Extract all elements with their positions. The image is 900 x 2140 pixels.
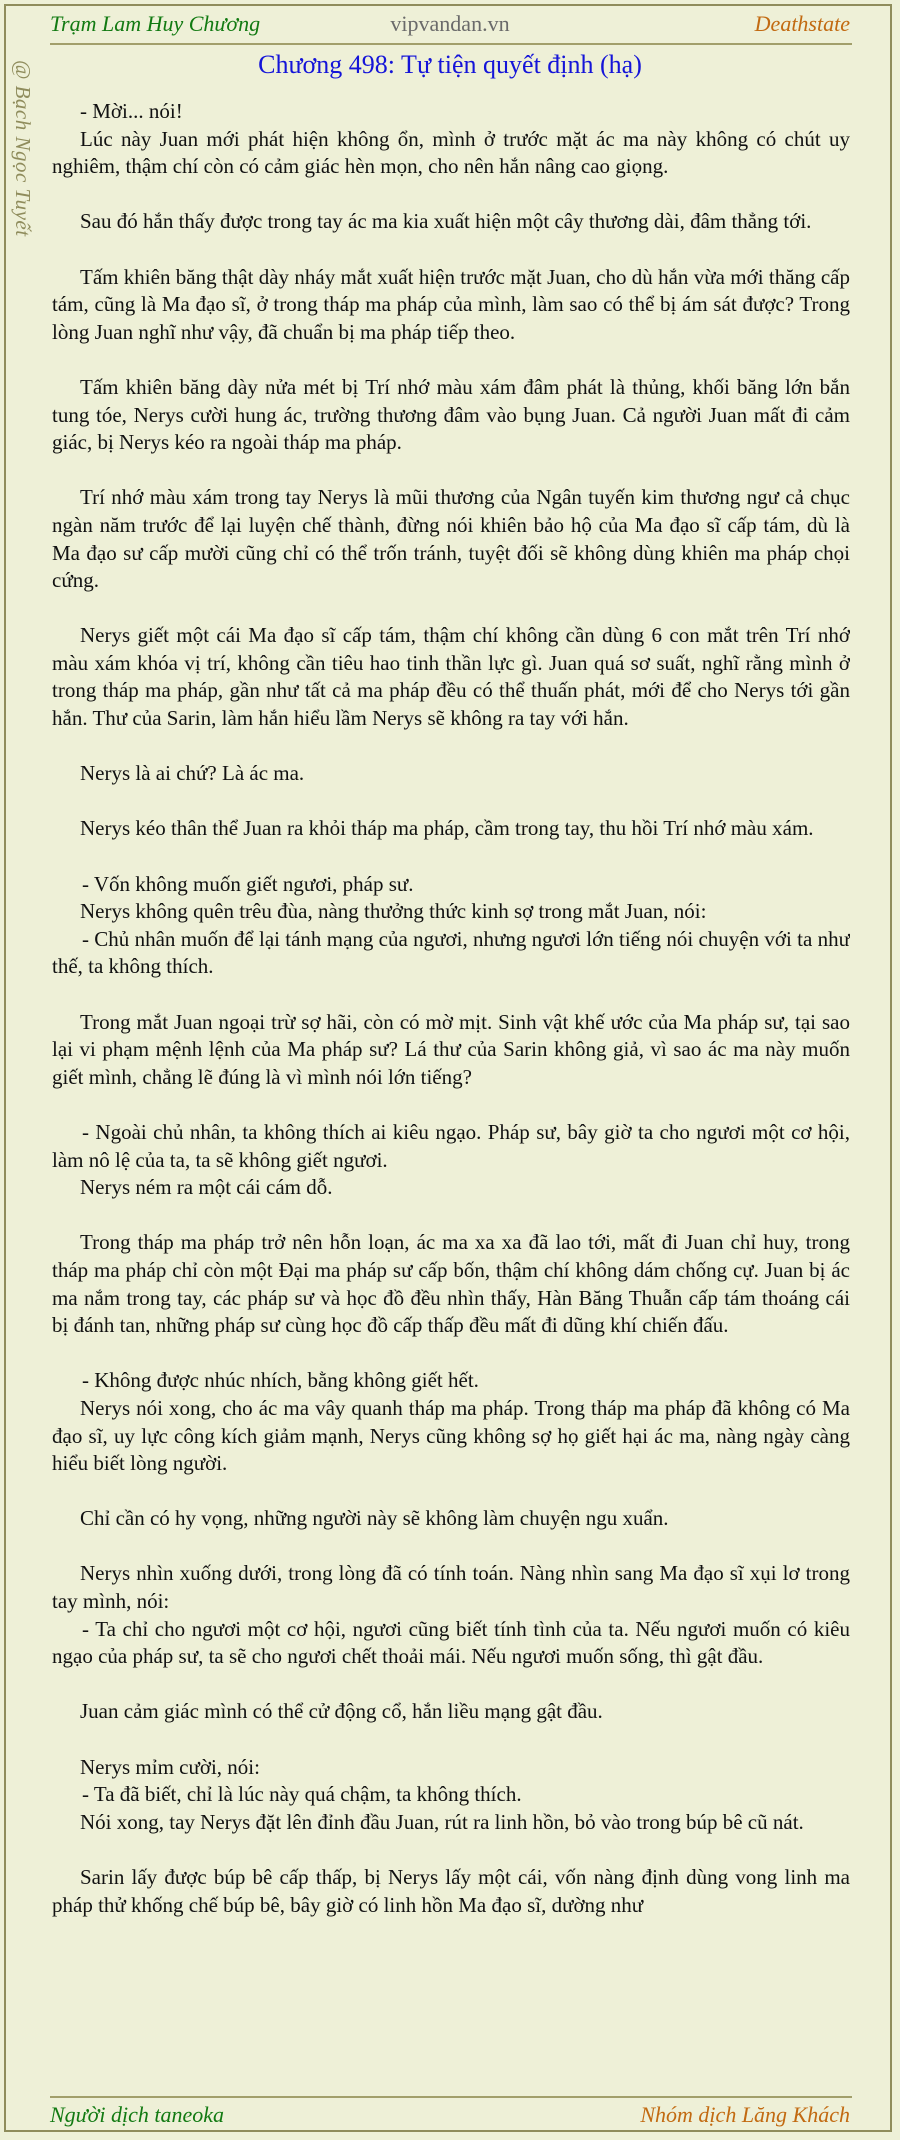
dialogue-line: - Chủ nhân muốn để lại tánh mạng của ngươi, nhưng ngươi lớn tiếng nói chuyện với ta như thế, ta không thích. xyxy=(52,926,850,979)
dialogue-line: - Ta đã biết, chỉ là lúc này quá chậm, ta không thích. xyxy=(82,1782,522,1807)
paragraph: Tấm khiên băng thật dày nháy mắt xuất hiện trước mặt Juan, cho dù hắn vừa mới thăng cấp tám, cũng là Ma đạo sĩ, ở trong tháp ma pháp của mình, làm sao có thể bị ám sát được? Trong lòng Juan nghĩ như vậy, đã chuẩn bị ma pháp tiếp theo. xyxy=(52,264,850,344)
paragraph: Nerys không quên trêu đùa, nàng thưởng thức kinh sợ trong mắt Juan, nói: xyxy=(80,899,707,924)
paragraph: Nerys giết một cái Ma đạo sĩ cấp tám, thậm chí không cần dùng 6 con mắt trên Trí nhớ màu xám khóa vị trí, không cần tiêu hao tinh thần lực gì. Juan quá sơ suất, nghĩ rằng mình ở trong tháp ma pháp, gần như tất cả ma pháp đều có thể thuấn phát, mới để cho Nerys tới gần hắn. Thư của Sarin, làm hắn hiểu lầm Nerys sẽ không ra tay với hắn. xyxy=(52,623,850,731)
paragraph: Trong mắt Juan ngoại trừ sợ hãi, còn có mờ mịt. Sinh vật khế ước của Ma pháp sư, tại sao lại vi phạm mệnh lệnh của Ma pháp sư? Lá thư của Sarin không giả, vì sao ác ma này muốn giết mình, chẳng lẽ đúng là vì mình nói lớn tiếng? xyxy=(52,1009,850,1089)
dialogue-line: - Ta chỉ cho ngươi một cơ hội, ngươi cũng biết tính tình của ta. Nếu ngươi muốn có kiêu ngạo của pháp sư, ta sẽ cho ngươi chết thoải mái. Nếu ngươi muốn sống, thì gật đầu. xyxy=(52,1616,850,1669)
paragraph: Trong tháp ma pháp trở nên hỗn loạn, ác ma xa xa đã lao tới, mất đi Juan chỉ huy, trong tháp ma pháp chỉ còn một Đại ma pháp sư cấp bốn, thậm chí không dám chống cự. Juan bị ác ma nắm trong tay, các pháp sư và học đồ đều nhìn thấy, Hàn Băng Thuẫn cấp tám thoáng cái bị đánh tan, những pháp sư cùng học đồ cấp thấp đều mất đi dũng khí chiến đấu. xyxy=(52,1230,850,1338)
header-url: vipvandan.vn xyxy=(390,11,510,36)
paragraph: Tấm khiên băng dày nửa mét bị Trí nhớ màu xám đâm phát là thủng, khối băng lớn bắn tung tóe, Nerys cười hung ác, trường thương đâm vào bụng Juan. Cả người Juan mất đi cảm giác, bị Nerys kéo ra ngoài tháp ma pháp. xyxy=(52,374,850,455)
paragraph: Nerys là ai chứ? Là ác ma. xyxy=(80,761,305,786)
chapter-body xyxy=(52,98,850,2093)
paragraph: Juan cảm giác mình có thể cử động cổ, hắn liều mạng gật đầu. xyxy=(80,1699,603,1724)
page-footer xyxy=(50,2100,850,2130)
paragraph: Chỉ cần có hy vọng, những người này sẽ không làm chuyện ngu xuẩn. xyxy=(80,1506,669,1531)
paragraph: - Mời... nói! xyxy=(80,99,183,123)
chapter-title: Chương 498: Tự tiện quyết định (hạ) xyxy=(258,50,642,79)
paragraph: Lúc này Juan mới phát hiện không ổn, mình ở trước mặt ác ma này không có chút uy nghiêm, thậm chí còn có cảm giác hèn mọn, cho nên hắn nâng cao giọng. xyxy=(52,126,850,179)
paragraph: Trí nhớ màu xám trong tay Nerys là mũi thương của Ngân tuyến kim thương ngư cả chục ngàn năm trước để lại luyện chế thành, đừng nói khiên bảo hộ của Ma đạo sĩ cấp tám, dù là Ma đạo sư cấp mười cũng chỉ có thể trốn tránh, tuyệt đối sẽ không dùng khiên ma pháp chọi cứng. xyxy=(52,485,850,593)
paragraph: Sarin lấy được búp bê cấp thấp, bị Nerys lấy một cái, vốn nàng định dùng vong linh ma pháp thử khống chế búp bê, bây giờ có linh hồn Ma đạo sĩ, dường như xyxy=(52,1865,850,1917)
paragraph: Nerys nói xong, cho ác ma vây quanh tháp ma pháp. Trong tháp ma pháp đã không có Ma đạo sĩ, uy lực công kích giảm mạnh, Nerys cũng không sợ họ giết hại ác ma, nàng ngày càng hiểu biết lòng người. xyxy=(52,1395,850,1476)
paragraph: Sau đó hắn thấy được trong tay ác ma kia xuất hiện một cây thương dài, đâm thẳng tới. xyxy=(80,209,812,234)
dialogue-line: - Không được nhúc nhích, bằng không giết hết. xyxy=(82,1368,479,1393)
dialogue-line: - Vốn không muốn giết ngươi, pháp sư. xyxy=(82,871,414,896)
page-header xyxy=(50,8,850,40)
footer-translator: Người dịch taneoka xyxy=(50,2102,225,2127)
footer-divider xyxy=(50,2096,852,2098)
watermark-credit: @ Bạch Ngọc Tuyết xyxy=(11,60,35,237)
paragraph: Nerys mỉm cười, nói: xyxy=(80,1754,260,1779)
paragraph: Nói xong, tay Nerys đặt lên đỉnh đầu Juan, rút ra linh hồn, bỏ vào trong búp bê cũ nát. xyxy=(80,1809,804,1834)
paragraph: Nerys ném ra một cái cám dỗ. xyxy=(80,1175,333,1200)
header-divider xyxy=(50,43,852,45)
paragraph: Nerys kéo thân thể Juan ra khỏi tháp ma pháp, cầm trong tay, thu hồi Trí nhớ màu xám. xyxy=(80,816,814,841)
paragraph: Nerys nhìn xuống dưới, trong lòng đã có tính toán. Nàng nhìn sang Ma đạo sĩ xụi lơ trong tay mình, nói: xyxy=(52,1561,850,1614)
header-site-name: Trạm Lam Huy Chương xyxy=(50,11,261,36)
dialogue-line: - Ngoài chủ nhân, ta không thích ai kiêu ngạo. Pháp sư, bây giờ ta cho ngươi một cơ hội, làm nô lệ của ta, ta sẽ không giết ngươi. xyxy=(52,1119,850,1172)
footer-group: Nhóm dịch Lăng Khách xyxy=(640,2102,850,2127)
header-book-title: Deathstate xyxy=(754,11,850,36)
